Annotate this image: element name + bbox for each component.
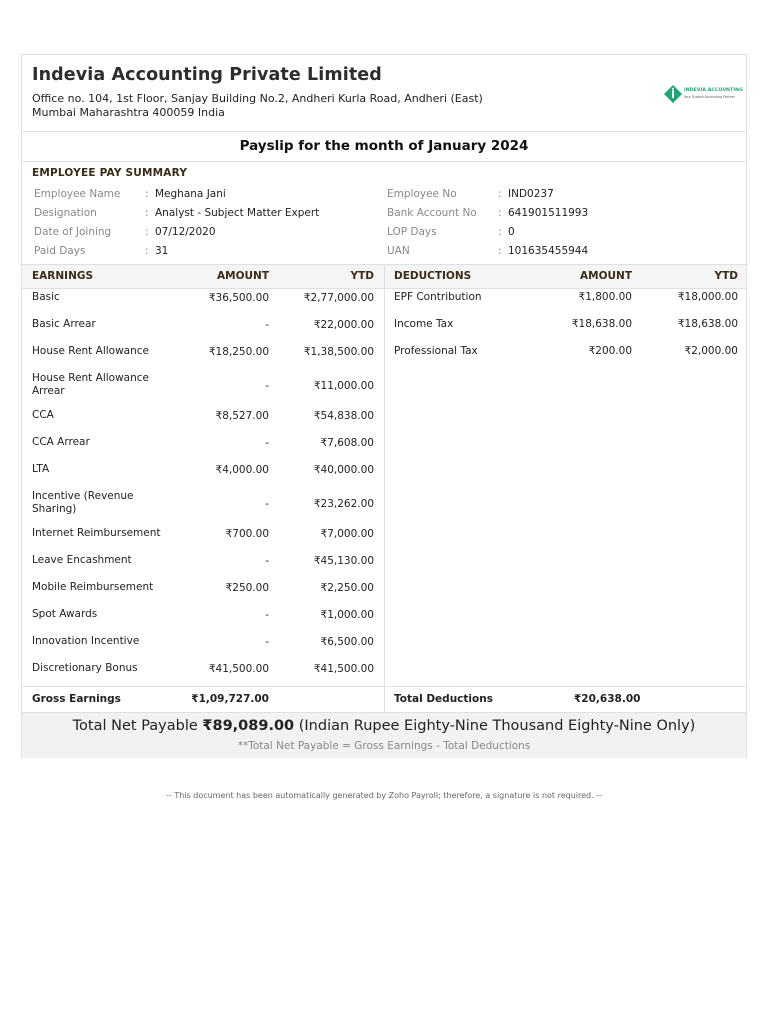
company-address-line2: Mumbai Maharashtra 400059 India [32,106,225,119]
summary-row [34,187,364,201]
earning-name: Leave Encashment [32,554,132,566]
deduction-ytd: ₹18,000.00 [677,291,738,303]
earnings-deductions-table [22,265,746,712]
earning-name: Incentive (Revenue Sharing) [32,490,134,515]
net-payable-words: (Indian Rupee Eighty-Nine Thousand Eighty-Nine Only) [298,718,696,734]
summary-label: Employee No [387,188,457,200]
total-deductions-amount: ₹20,638.00 [574,693,641,705]
earning-amount: ₹41,500.00 [208,662,269,675]
summary-row [387,225,717,239]
payslip-sheet [21,54,747,758]
earning-ytd: ₹1,38,500.00 [303,345,374,358]
earning-amount: ₹4,000.00 [215,463,269,476]
summary-label: Employee Name [34,188,121,200]
summary-label: Designation [34,207,97,219]
logo-diamond-icon [664,85,682,103]
net-payable-box [22,712,746,758]
summary-row [387,244,717,258]
earning-name: Internet Reimbursement [32,527,161,539]
summary-heading: EMPLOYEE PAY SUMMARY [32,167,188,179]
earning-amount: ₹18,250.00 [208,345,269,358]
earning-name: Discretionary Bonus [32,662,138,674]
earning-amount: - [265,436,269,449]
total-deductions-label: Total Deductions [394,693,493,705]
earning-ytd: ₹22,000.00 [313,318,374,331]
deduction-amount: ₹18,638.00 [571,318,632,330]
deduction-ytd: ₹2,000.00 [684,345,738,357]
earnings-header: EARNINGS [32,270,94,282]
earning-amount: - [265,318,269,331]
deduction-name: Professional Tax [394,345,478,357]
summary-value: 31 [155,245,169,257]
gross-earnings-amount: ₹1,09,727.00 [191,693,269,705]
summary-row [387,187,717,201]
company-name: Indevia Accounting Private Limited [32,65,382,85]
deduction-name: EPF Contribution [394,291,482,303]
logo-tagline: Your Trusted Accounting Partner [684,95,735,99]
summary-colon: : [145,207,149,219]
net-payable-line [22,718,746,734]
totals-divider [22,686,746,687]
earning-ytd: ₹45,130.00 [313,554,374,567]
summary-label: Bank Account No [387,207,477,219]
earning-ytd: ₹2,250.00 [320,581,374,594]
earning-name: Mobile Reimbursement [32,581,154,593]
payslip-title: Payslip for the month of January 2024 [22,132,746,162]
summary-colon: : [498,226,502,238]
summary-label: LOP Days [387,226,437,238]
summary-value: IND0237 [508,188,554,200]
earning-amount: ₹8,527.00 [215,409,269,422]
document-footer: -- This document has been automatically generated by Zoho Payroll; therefore, a signature is not required. -- [166,791,602,800]
earning-name: Basic [32,291,60,303]
summary-value: 0 [508,226,515,238]
deduction-amount: ₹200.00 [588,345,632,357]
earning-name: CCA Arrear [32,436,90,448]
summary-label: Paid Days [34,245,86,257]
summary-colon: : [498,207,502,219]
earning-ytd: ₹23,262.00 [313,497,374,510]
summary-value: 07/12/2020 [155,226,216,238]
column-divider [384,265,385,712]
earning-amount: - [265,554,269,567]
deductions-amount-header: AMOUNT [580,270,632,282]
summary-colon: : [145,245,149,257]
deduction-ytd: ₹18,638.00 [677,318,738,330]
earning-ytd: ₹54,838.00 [313,409,374,422]
earning-name: CCA [32,409,54,421]
earning-ytd: ₹2,77,000.00 [303,291,374,304]
deductions-ytd-header: YTD [714,270,738,282]
summary-value: 101635455944 [508,245,589,257]
deduction-amount: ₹1,800.00 [578,291,632,303]
earning-name: House Rent Allowance Arrear [32,372,149,397]
company-address-line1: Office no. 104, 1st Floor, Sanjay Building No.2, Andheri Kurla Road, Andheri (East) [32,92,483,105]
summary-row [34,244,364,258]
summary-value: Analyst - Subject Matter Expert [155,207,320,219]
summary-label: UAN [387,245,410,257]
deductions-header: DEDUCTIONS [394,270,472,282]
earning-name: LTA [32,463,50,475]
summary-row [34,206,364,220]
earning-amount: - [265,379,269,392]
earning-name: Basic Arrear [32,318,96,330]
gross-earnings-label: Gross Earnings [32,693,121,705]
summary-colon: : [145,188,149,200]
earning-ytd: ₹6,500.00 [320,635,374,648]
earning-ytd: ₹41,500.00 [313,662,374,675]
summary-colon: : [498,188,502,200]
earning-amount: ₹250.00 [225,581,269,594]
earning-amount: - [265,635,269,648]
summary-label: Date of Joining [34,226,112,238]
earning-name: Spot Awards [32,608,98,620]
earning-amount: - [265,608,269,621]
summary-row [34,225,364,239]
summary-row [387,206,717,220]
summary-colon: : [145,226,149,238]
earning-ytd: ₹11,000.00 [313,379,374,392]
company-address [32,92,592,120]
earning-ytd: ₹1,000.00 [320,608,374,621]
earnings-amount-header: AMOUNT [217,270,269,282]
net-payable-label: Total Net Payable [72,718,198,734]
employee-pay-summary [22,162,746,265]
earning-ytd: ₹7,000.00 [320,527,374,540]
earning-amount: - [265,497,269,510]
deduction-name: Income Tax [394,318,454,330]
net-payable-amount: ₹89,089.00 [202,718,295,734]
company-header [22,55,746,132]
net-payable-note: **Total Net Payable = Gross Earnings - Total Deductions [237,740,531,752]
earning-ytd: ₹7,608.00 [320,436,374,449]
earning-amount: ₹700.00 [225,527,269,540]
summary-value: Meghana Jani [155,188,226,200]
earning-name: House Rent Allowance [32,345,149,357]
summary-colon: : [498,245,502,257]
earning-amount: ₹36,500.00 [208,291,269,304]
earning-ytd: ₹40,000.00 [313,463,374,476]
earning-name: Innovation Incentive [32,635,140,647]
summary-value: 641901511993 [508,207,589,219]
company-logo [664,82,743,106]
earnings-ytd-header: YTD [350,270,374,282]
logo-text: INDEVIA ACCOUNTING [684,88,743,93]
